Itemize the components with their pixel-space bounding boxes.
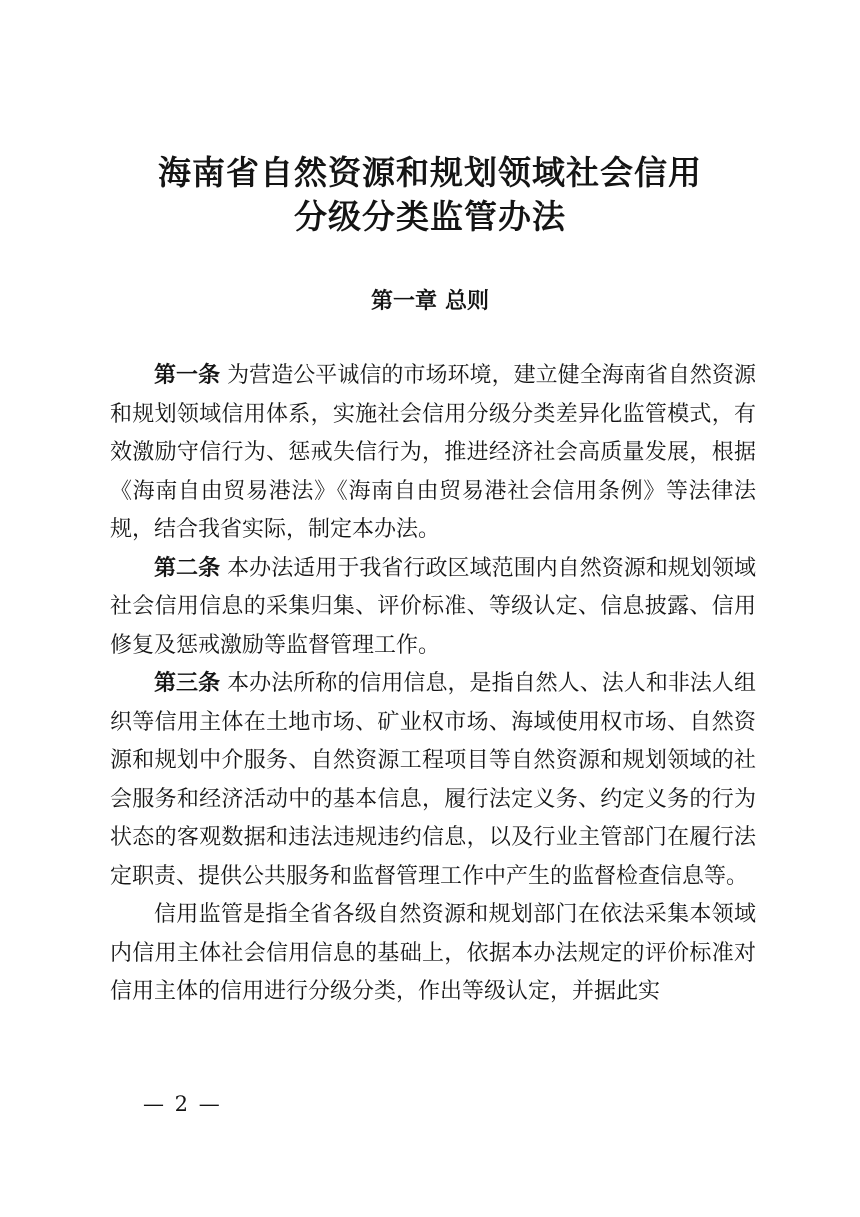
document-body xyxy=(110,357,756,1012)
document-title-line-2: 分级分类监管办法 xyxy=(294,197,566,236)
page-number: — 2 — xyxy=(143,1092,222,1116)
paragraph-text: 信用监管是指全省各级自然资源和规划部门在依法采集本领域内信用主体社会信用信息的基础上，依据本办法规定的评价标准对信用主体的信用进行分级分类，作出等级认定，并据此实 xyxy=(110,902,756,1004)
paragraph-article-3 xyxy=(110,665,756,896)
chapter-number: 第一章 xyxy=(370,289,437,314)
paragraph-article-1 xyxy=(110,357,756,550)
article-label: 第一条 xyxy=(154,363,221,388)
paragraph-article-2 xyxy=(110,550,756,666)
article-text: 本办法适用于我省行政区域范围内自然资源和规划领域社会信用信息的采集归集、评价标准、等级认定、信息披露、信用修复及惩戒激励等监督管理工作。 xyxy=(110,555,756,658)
chapter-name: 总则 xyxy=(445,289,490,314)
chapter-heading xyxy=(0,284,860,315)
article-text: 为营造公平诚信的市场环境，建立健全海南省自然资源和规划领域信用体系，实施社会信用分级分类差异化监管模式，有效激励守信行为、惩戒失信行为，推进经济社会高质量发展，根据《海南自由贸易港法》《海南自由贸易港社会信用条例》等法律法规，结合我省实际，制定本办法。 xyxy=(110,363,756,542)
paragraph-credit-supervision xyxy=(110,896,756,1012)
article-text: 本办法所称的信用信息，是指自然人、法人和非法人组织等信用主体在土地市场、矿业权市场、海域使用权市场、自然资源和规划中介服务、自然资源工程项目等自然资源和规划领域的社会服务和经济活动中的基本信息，履行法定义务、约定义务的行为状态的客观数据和违法违规违约信息，以及行业主管部门在履行法定职责、提供公共服务和监督管理工作中产生的监督检查信息等。 xyxy=(110,671,756,889)
article-label: 第三条 xyxy=(154,671,221,696)
document-title-line-1: 海南省自然资源和规划领域社会信用 xyxy=(158,153,702,192)
article-label: 第二条 xyxy=(154,555,221,581)
